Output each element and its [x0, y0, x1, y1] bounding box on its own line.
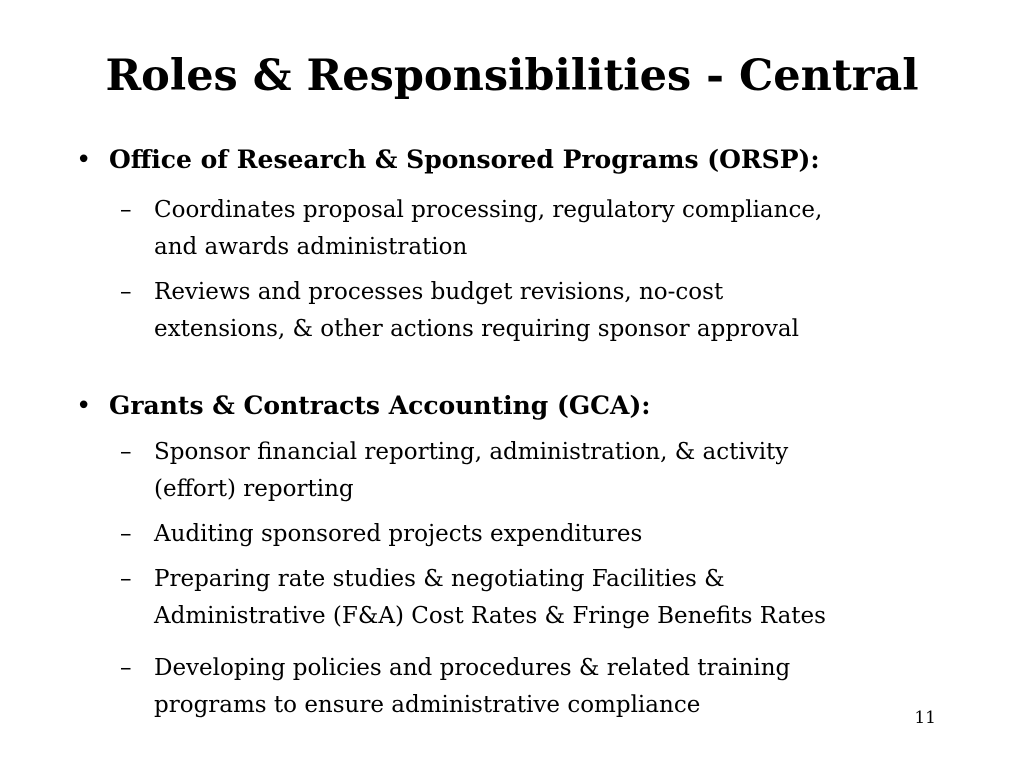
section-heading-orsp: Office of Research & Sponsored Programs (ORSP): [109, 145, 820, 174]
dash-icon: – [120, 655, 132, 681]
bullet-icon: • [76, 391, 92, 421]
slide-title: Roles & Responsibilities - Central [105, 51, 919, 101]
list-item-text: Sponsor financial reporting, administration, & activity (effort) reporting [154, 439, 789, 502]
list-item-text: Coordinates proposal processing, regulatory compliance, and awards administration [154, 197, 823, 260]
dash-icon: – [120, 566, 132, 592]
page-number: 11 [914, 708, 936, 728]
list-item-text: Preparing rate studies & negotiating Facilities & Administrative (F&A) Cost Rates & Fringe Benefits Rates [154, 566, 826, 629]
dash-icon: – [120, 197, 132, 223]
dash-icon: – [120, 439, 132, 465]
list-item-text: Reviews and processes budget revisions, no-cost extensions, & other actions requiring sponsor approval [154, 279, 799, 342]
section-heading-gca: Grants & Contracts Accounting (GCA): [109, 391, 651, 420]
list-item-text: Developing policies and procedures & related training programs to ensure administrative compliance [154, 655, 791, 718]
list-item-text: Auditing sponsored projects expenditures [154, 521, 643, 547]
bullet-icon: • [76, 145, 92, 175]
dash-icon: – [120, 279, 132, 305]
dash-icon: – [120, 521, 132, 547]
